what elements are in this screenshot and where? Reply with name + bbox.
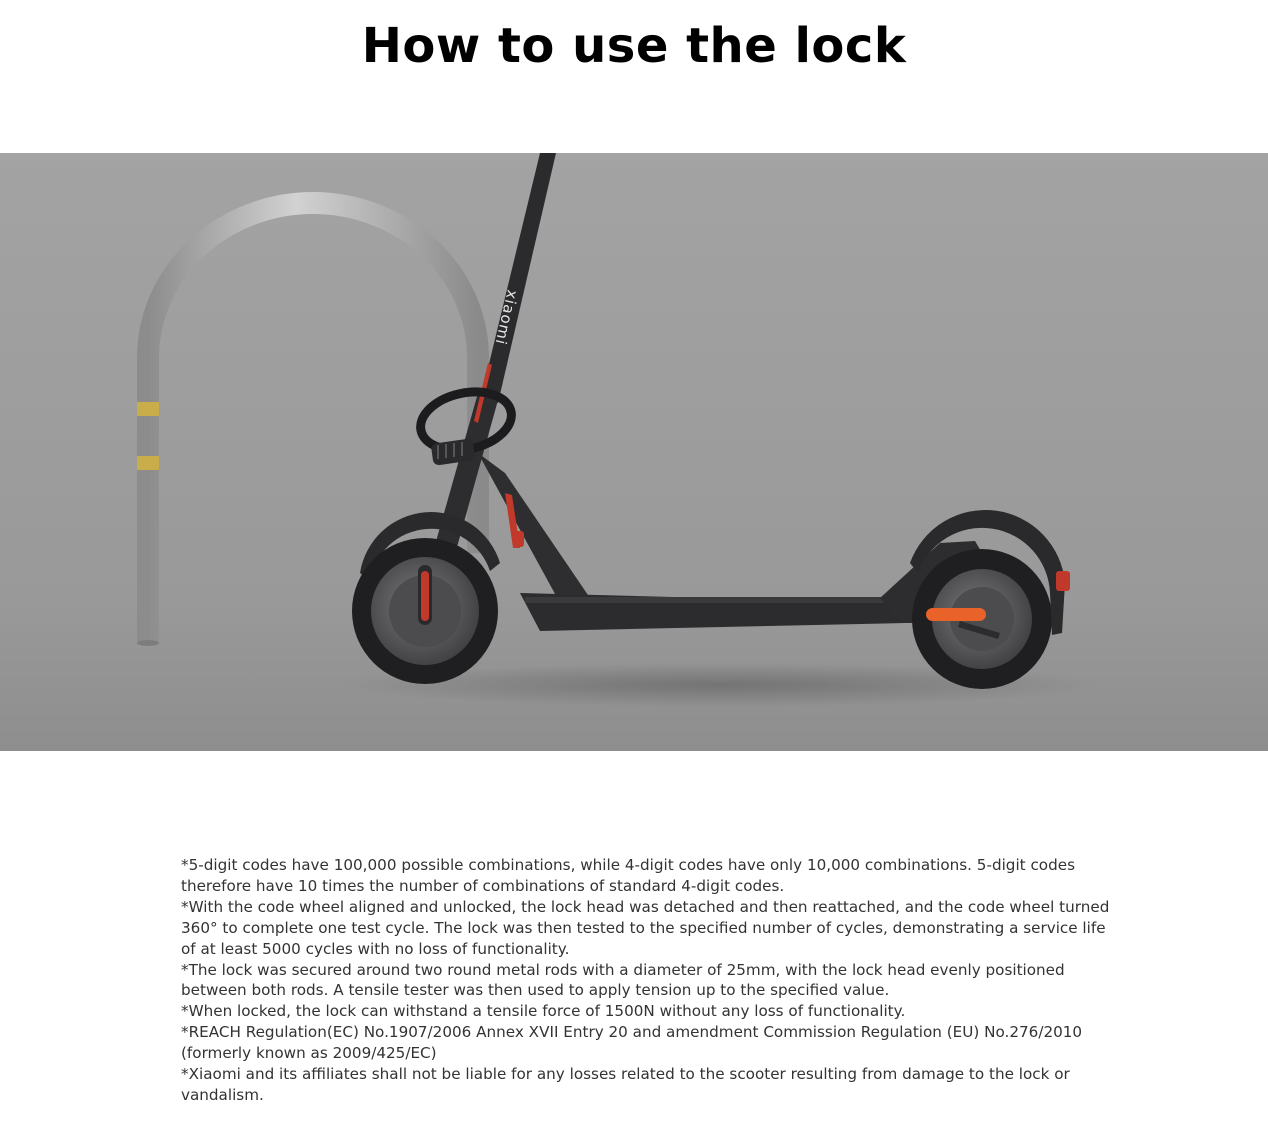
- footnote: *5-digit codes have 100,000 possible combinations, while 4-digit codes have only 10,000 combinations. 5-digit codes therefore have 10 times the number of combinations of standard 4-digit codes.: [181, 856, 1075, 895]
- rear-wheel: [912, 549, 1052, 689]
- footnote: *When locked, the lock can withstand a tensile force of 1500N without any loss of functionality.: [181, 1002, 906, 1021]
- footnote: *The lock was secured around two round metal rods with a diameter of 25mm, with the lock head evenly positioned between both rods. A tensile tester was then used to apply tension up to the specified value.: [181, 960, 1065, 1000]
- footnote: *With the code wheel aligned and unlocked, the lock head was detached and then reattached, and the code wheel turned 360° to complete one test cycle. The lock was then tested to the specified number of cycles, demonstrating a service life of at least 5000 cycles with no loss of functionality.: [181, 897, 1110, 958]
- rear-reflector: [926, 608, 986, 621]
- rack-yellow-band-lower: [137, 456, 159, 470]
- brand-text: xiaomi: [491, 288, 522, 347]
- footnote: *Xiaomi and its affiliates shall not be liable for any losses related to the scooter resulting from damage to the lock or vandalism.: [181, 1065, 1070, 1104]
- scooter-lock-photo: [0, 153, 1268, 751]
- footnotes: [181, 855, 1111, 1106]
- footnote: *REACH Regulation(EC) No.1907/2006 Annex XVII Entry 20 and amendment Commission Regulation (EU) No.276/2010 (formerly known as 2009/425/EC): [181, 1023, 1083, 1063]
- rack-yellow-band-upper: [137, 402, 159, 416]
- front-wheel: [352, 538, 498, 684]
- page-title: How to use the lock: [361, 18, 907, 74]
